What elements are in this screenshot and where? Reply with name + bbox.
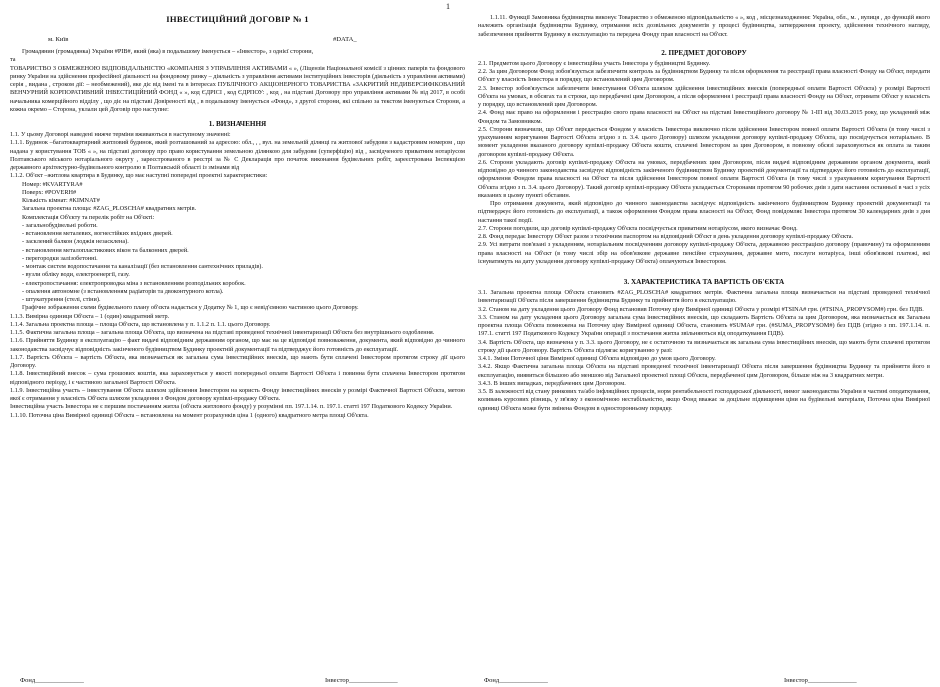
contract-city: м. Київ [48,36,69,43]
clause: 3.4.3. В інших випадках, передбачених цим Договором. [478,379,626,387]
list-item: - штукатурення (стелі, стіни). [22,296,101,303]
clause: 3.3. Станом на дату укладення цього Договору загальна сума інвестиційних внесків, що складають Вартість Об'єкта за цим Договором, яка визначається як Загальна проектна площа Об'єкта помножена на Поточну ціну Вимірної одиниці Об'єкта, становить #SUMA# грн. (#SUMA_PROPYSOM#) без ПДВ (згідно з пп. 197.1.14. п. 197.1. статті 197 Податкового Кодексу України операції з постачання житла звільняються від оподаткування ПДВ). [478,313,930,338]
right-column [478,0,930,687]
investor-signature: Інвестор_______________ [784,677,857,684]
clause: Інвестиційна участь Інвестора не є першим постачанням житла (об'єкта житлового фонду) у розумінні пп. 197.1.14. п. 197.1. статті 197 Податкового Кодексу України. [10,403,453,411]
page-number: 1 [446,2,450,11]
clause: 3.5. В залежності від стану ринкових та/або інфляційних процесів, норм рентабельності господарської діяльності, вимог законодавства України в частині оподаткування, коливань курсових різниць, у зв'язку з економічною нестабільністю, якщо Фонд вважає за доцільне підвищення ціни на будівельні матеріали, Поточна ціна Вимірної одиниці Об'єкта може бути змінена Фондом в односторонньому порядку. [478,388,930,412]
place-date-line [10,36,465,48]
fond-signature: Фонд_______________ [484,677,548,684]
section-heading: 2. ПРЕДМЕТ ДОГОВОРУ [661,48,747,57]
clause: 2.9. Усі витрати пов'язані з укладенням, нотаріальним посвідченням договору купівлі-продажу Об'єкта, державною реєстрацією договору (правочину) та оформленням права власності на Об'єкт (в тому числі збір на обов'язкове державне пенсійне страхування, державне мито, послуги нотаріуса, інші обов'язкові платежі, які існуватимуть на дату укладення договору купівлі-продажу Об'єкта) оплачуються Інвестором. [478,241,930,265]
list-item: - перегородки залізобетонні. [22,254,98,262]
clause: 1.1.6. Прийняття Будинку в експлуатацію – факт видачі відповідним державним органом, що має на це відповідні повноваження, документа, який відповідно до чинного законодавства засвідчує відповідність закінченого будівництвом Будинку проектній документації та підтверджує його готовність до експлуатації. [10,337,465,353]
clause: Загальна проектна площа: #ZAG_PLOSCHA# квадратних метрів. [22,205,197,213]
clause: 3.1. Загальна проектна площа Об'єкта становить #ZAG_PLOSCHA# квадратних метрів. Фактична загальна площа визначається на підставі проведеної технічної інвентаризації Об'єкта після завершення будівництва Будинку та прийняття його в експлуатацію. [478,289,930,305]
investor-signature: Інвестор_______________ [325,677,398,684]
intro-paragraph: Громадянин (громадянка) України #PIB#, який (яка) в подальшому іменується – «Інвестор», з однієї сторони, [22,48,314,55]
fond-signature: Фонд_______________ [20,677,84,684]
clause: 1.1.7. Вартість Об'єкта – вартість Об'єкта, яка визначається як загальна сума інвестиційних внесків, що мають бути сплачені Інвестором протягом строку дії цього Договору. [10,353,465,369]
list-item: - встановлення металевих, вогнестійких вхідних дверей. [22,230,173,237]
clause: 2.8. Фонд передає Інвестору Об'єкт разом з технічним паспортом на відповідний Об'єкт в день укладення договору купівлі-продажу Об'єкта. [478,233,854,240]
clause: 3.4.2. Якщо Фактична загальна площа Об'єкта на підставі проведеної технічної інвентаризації Об'єкта після завершення будівництва Будинку та прийняття його в експлуатацію, виявиться більшою або меншою від Загальної проектної площі Об'єкта, передбаченої цим Договором, більше ніж на 3 квадратних метри. [478,363,930,379]
clause: 2.4. Фонд має право на оформлення і реєстрацію свого права власності на Об'єкт на підставі Інвестиційного договору № 1-ІП від 30.03.2015 року, що укладений між Фондом та Замовником. [478,109,930,125]
clause: 1.1. У цьому Договорі наведені нижче терміни вживаються в наступному значенні: [10,131,231,138]
clause: Поверх: #POVERH# [22,188,77,196]
list-item: - монтаж систем водопостачання та каналізації (без встановлення сантехнічних приладів). [22,263,263,270]
section-heading: 3. ХАРАКТЕРИСТИКА ТА ВАРТІСТЬ ОБ'ЄКТА [623,278,785,286]
clause: 1.1.1. Будинок –багатоквартирний житловий будинок, який розташований за адресою: обл., , , вул. на земельній ділянці га житлової забудови з кадастровим номером , що надана у користування ТОВ « », на підставі договору про право користування земельною ділянкою для забудови (суперфіцію) від , засвідченого приватним нотаріусом Полтавського міського нотаріального округу , зареєстрованого в реєстрі за № С Декларація про початок виконання будівельних робіт, зареєстрована Інспекцією державного архітектурно-будівельного контролю в Полтавській області із змінами від [10,139,465,171]
clause: Графічне зображення схеми будівельного плану об'єкта надається у Додатку № 1, що є невід'ємною частиною цього Договору. [22,304,359,312]
contract-date: #DATA_ [333,36,357,43]
clause: 3.4.1. Зміни Поточної ціни Вимірної одиниці Об'єкта відповідно до умов цього Договору. [478,355,716,362]
clause: 2.5. Сторони визначили, що Об'єкт передається Фондом у власність Інвестора виключно після здійснення Інвестором повної оплати Вартості Об'єкта (в тому числі з урахуванням коригування Вартості Об'єкта згідно з п. 3.4. цього Договору) шляхом укладення договору купівлі-продажу Об'єкта, що посвідчується нотаріально. В момент укладення вказаного договору купівлі-продажу Об'єкта кошти, сплачені Інвестором за цим Договором, в повному обсязі зараховуються як оплата за таким договором купівлі-продажу Об'єкта. [478,125,930,158]
clause: Комплектація Об'єкту та перелік робіт на Об'єкті: [22,213,155,221]
clause: 2.1. Предметом цього Договору є інвестиційна участь Інвестора у будівництві Будинку. [478,59,711,67]
list-item: - опалення автономне (з встановленням радіаторів та двоконтурного котла). [22,287,224,295]
intro-paragraph: ТОВАРИСТВО З ОБМЕЖЕНОЮ ВІДПОВІДАЛЬНІСТЮ «КОМПАНІЯ З УПРАВЛІННЯ АКТИВАМИ « », (Ліцензія Національної комісії з цінних паперів та фондового ринку України на здійснення професійної діяльності на фондовому ринку – діяльність з управління активами інституційних інвесторів (діяльність з управління активами) серія , видана , строком дії: – необмежений), яке діє від імені та в інтересах ПУБЛІЧНОГО АКЦІОНЕРНОГО ТОВАРИСТВА «ЗАКРИТИЙ НЕДИВЕРСИФІКОВАНИЙ ВЕНЧУРНИЙ КОРПОРАТИВНИЙ ІНВЕСТИЦІЙНИЙ ФОНД « », код ЄДРІСІ , код ЄДРПОУ: , код , на підставі Договору про управління активами № від 2017, в особі начальника комерційного відділу , що діє на підставі Довіреності від , в подальшому іменується «Фонд», з другої сторони, які спільно за текстом іменуються Сторони, а кожна окремо – Сторона, уклали цей Договір про наступне: [10,64,465,113]
list-item: - вузли обліку води, електроенергії, газу. [22,271,130,279]
clause: 3.2. Станом на дату укладення цього Договору Фонд встановив Поточну ціну Вимірної одиниці Об'єкта у розмірі #TSINA# грн. (#TSINA_PROPYSOM#) грн. без ПДВ. [478,305,924,313]
clause: 1.1.9. Інвестиційна участь – інвестування Об'єкта шляхом здійснення Інвестором на користь Фонду інвестиційних внесків у розмірі Фактичної Вартості Об'єкта, метою якої є отримання у власність Об'єкта шляхом укладення з Фондом договору купівлі-продажу Об'єкта. [10,386,465,402]
intro-paragraph: та [10,56,16,64]
list-item: - встановлення металопластикових вікон та балконних дверей. [22,246,189,254]
clause: 1.1.4. Загальна проектна площа – площа Об'єкта, що встановлена у п. 1.1.2 п. 1.1. цього Договору. [10,320,271,328]
clause: 2.2. За цим Договором Фонд зобов'язується забезпечити контроль за будівництвом Будинку та після оформлення та реєстрації права власності Фонду на Об'єкт, передати Об'єкт у власність Інвестора в порядку, що встановлений цим Договором. [478,68,930,84]
list-item: - електропостачання: електропроводка міна з встановленням розподільних коробок. [22,279,246,287]
clause: 1.1.2. Об'єкт –житлова квартира в Будинку, що має наступні попередні проектні характеристики: [10,172,268,180]
left-signature-line [20,674,450,684]
list-item: - загальнобудівельні роботи. [22,221,98,229]
clause: 3.4. Вартість Об'єкта, що визначена у п. 3.3. цього Договору, не є остаточною та визначається як загальна сума інвестиційних внесків, що мають бути сплачені протягом строку дії цього Договору. Вартість Об'єкта підлягає коригуванню у разі: [478,338,930,354]
clause: 1.1.5. Фактична загальна площа – загальна площа Об'єкта, що визначена на підставі проведеної технічної інвентаризації Об'єкта без внутрішнього оздоблення. [10,329,435,336]
clause: Про отримання документа, який відповідно до чинного законодавства засвідчує відповідність закінченого будівництвом Будинку проектній документації та підтверджує його готовність до експлуатації, а також оформлення Фондом права власності на Об'єкт, Фонд повідомляє Інвестора протягом 30 календарних днів з дня настання такої події. [478,200,930,224]
clause: 1.1.3. Вимірна одиниця Об'єкта – 1 (один) квадратний метр. [10,312,170,320]
clause: 2.7. Сторони погодили, що договір купівлі-продажу Об'єкта посвідчується приватним нотаріусом, якого визначає Фонд. [478,224,798,232]
clause: 2.6. Сторони укладають договір купівлі-продажу Об'єкта на умовах, передбачених цим Договором, після видачі відповідним державним органом документа, який відповідно до чинного законодавства засвідчує відповідність закінченого будівництвом Будинку проектній документації та підтверджує його готовність до експлуатації, оформлення Фондом права власності на Об'єкт та після здійснення Інвестором повної оплати Вартості Об'єкта (в тому числі з урахуванням коригування Вартості Об'єкта згідно з п. 3.4. цього Договору). Такий договір купівлі-продажу Об'єкта укладається Сторонами протягом 90 робочих днів з дати настання останньої в часі з усіх вказаних в цьому пункті обставин. [478,158,930,199]
list-item: - засклений балкон (лоджія незасклена). [22,238,129,246]
clause: 1.1.11. Функції Замовника будівництва виконує Товариство з обмеженою відповідальністю « », код , місцезнаходження: Україна, обл., м. , вулиця , до функцій якого належить організація будівництва Будинку, отримання всіх дозвільних документів у процесі будівництва, затвердження проекту, здійснення технічного нагляду, забезпечення прийняття Будинку в експлуатацію та передача Фонду прав власності на Об'єкт. [478,14,930,38]
clause: 1.1.10. Поточна ціна Вимірної одиниці Об'єкта – встановлена на момент розрахунків ціна 1 (одного) квадратного метра площі Об'єкта. [10,411,369,419]
clause: Номер: #KVARTYRA# [22,180,83,188]
left-column [10,0,465,687]
section-heading: 1. ВИЗНАЧЕННЯ [208,120,267,128]
clause: Кількість кімнат: #KIMNAT# [22,197,100,204]
clause: 2.3. Інвестор зобов'язується забезпечити інвестування Об'єкта шляхом здійснення інвестиційних внесків (попередньої оплати Вартості Об'єкта) у розмірі Вартості Об'єкта на умовах, в обсягах та в строки, що передбачені цим Договором, а після оформлення і реєстрації права власності Фонду на Об'єкт, отримати Об'єкт у власність у порядку, що встановлений цим Договором. [478,84,930,108]
contract-title: ІНВЕСТИЦІЙНИЙ ДОГОВІР № 1 [166,14,309,24]
clause: 1.1.8. Інвестиційний внесок – сума грошових коштів, яка зараховується у якості попередньої оплати Вартості Об'єкта і повинна бути сплачена Інвестором протягом відповідного періоду, і є частиною загальної Вартості Об'єкта. [10,370,465,386]
right-signature-line [484,674,924,684]
